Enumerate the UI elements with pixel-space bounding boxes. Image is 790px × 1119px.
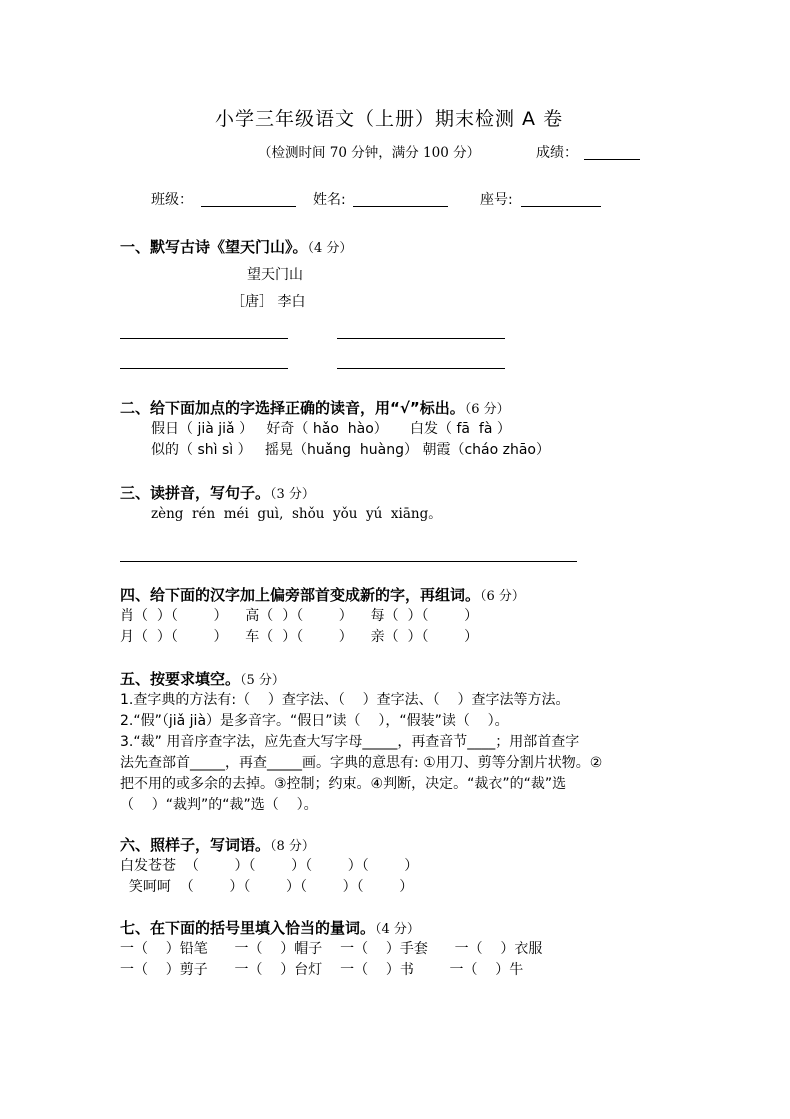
q5-heading: 五、按要求填空。 — [120, 670, 241, 688]
q6-points: （8 分） — [270, 839, 315, 854]
q6-heading-row — [120, 836, 315, 856]
q5-heading-row — [120, 670, 285, 690]
q6-row: 白发苍苍 （ ）（ ）（ ）（ ） — [120, 858, 419, 874]
q2-row: 假日（ jià jiǎ ） 好奇（ hǎo hào） 白发（ fā fà ） — [151, 421, 511, 437]
q3-heading: 三、读拼音，写句子。 — [120, 484, 271, 502]
q5-line: 法先查部首_____，再查_____画。字典的意思有: ①用刀、剪等分割片状物。② — [120, 755, 603, 771]
page-title: 小学三年级语文（上册）期末检测 A 卷 — [215, 108, 564, 130]
exam-info: （检测时间 70 分钟，满分 100 分） — [258, 145, 481, 161]
q5-line: 把不用的或多余的去掉。③控制；约束。④判断，决定。“裁衣”的“裁”选 — [120, 776, 567, 792]
answer-line — [120, 338, 288, 339]
q1-heading-row — [120, 238, 352, 258]
q7-row: 一（ ）铅笔 一（ ）帽子 一（ ）手套 一（ ）衣服 — [120, 941, 543, 957]
q2-heading-row — [120, 399, 510, 419]
q2-row: 似的（ shì sì ） 摇晃（huǎng huàng） 朝霞（cháo zhāo） — [151, 442, 550, 458]
answer-line — [337, 368, 505, 369]
q5-line: （ ）“裁判”的“裁”选（ ）。 — [120, 797, 318, 813]
answer-line — [120, 561, 577, 562]
q1-points: （4 分） — [307, 241, 353, 256]
q7-heading-row — [120, 919, 420, 939]
q3-pinyin: zèng rén méi guì, shǒu yǒu yú xiāng。 — [151, 506, 442, 522]
q4-row: 月（ ）（ ） 车（ ）（ ） 亲（ ）（ ） — [120, 629, 479, 645]
q5-line: 1.查字典的方法有:（ ）查字法、（ ）查字法、（ ）查字法等方法。 — [120, 692, 570, 708]
q4-row: 肖（ ）（ ） 高（ ）（ ） 每（ ）（ ） — [120, 608, 479, 624]
q5-line: 3.“裁” 用音序查字法，应先查大写字母_____，再查音节____；用部首查字 — [120, 734, 580, 750]
q4-points: （6 分） — [480, 589, 525, 604]
class-label: 班级： — [151, 192, 193, 208]
q1-heading: 一、默写古诗《望天门山》。 — [120, 238, 308, 256]
name-blank — [353, 206, 448, 207]
answer-line — [120, 368, 288, 369]
q7-points: （4 分） — [375, 922, 420, 937]
q3-points: （3 分） — [270, 487, 315, 502]
poem-title: 望天门山 — [247, 267, 303, 283]
score-blank — [584, 159, 640, 160]
q7-row: 一（ ）剪子 一（ ）台灯 一（ ）书 一（ ）牛 — [120, 962, 524, 978]
name-label: 姓名: — [313, 192, 346, 208]
class-blank — [201, 206, 296, 207]
answer-line — [337, 338, 505, 339]
seat-label: 座号: — [480, 192, 513, 208]
poem-author: ［唐］ 李白 — [231, 294, 306, 310]
q7-heading: 七、在下面的括号里填入恰当的量词。 — [120, 919, 376, 937]
seat-blank — [521, 206, 601, 207]
q5-points: （5 分） — [240, 673, 285, 688]
q5-line: 2.“假”（jiǎ jià）是多音字。“假日”读（ ），“假装”读（ ）。 — [120, 713, 509, 729]
q2-heading: 二、给下面加点的字选择正确的读音，用“√”标出。 — [120, 399, 465, 417]
q4-heading: 四、给下面的汉字加上偏旁部首变成新的字，再组词。 — [120, 586, 481, 604]
q3-heading-row — [120, 484, 315, 504]
q4-heading-row — [120, 586, 525, 606]
q6-heading: 六、照样子，写词语。 — [120, 836, 271, 854]
score-label: 成绩： — [536, 145, 578, 161]
q6-row: 笑呵呵 （ ）（ ）（ ）（ ） — [120, 879, 414, 895]
q2-points: （6 分） — [464, 402, 510, 417]
